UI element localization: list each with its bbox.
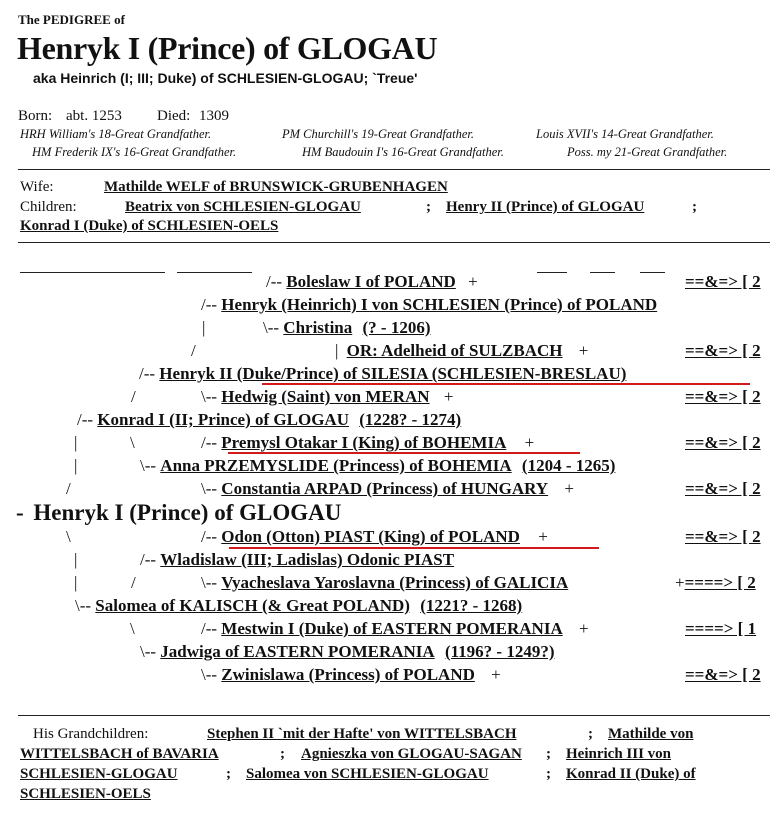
aka-subtitle: aka Heinrich (I; III; Duke) of SCHLESIEN-GLOGAU; `Treue' — [33, 70, 418, 86]
more-link[interactable]: ====> [ 2 — [684, 573, 756, 592]
grandchild-link[interactable]: Salomea von SCHLESIEN-GLOGAU — [246, 766, 489, 782]
tree-connector: / — [131, 573, 136, 592]
branch-connector: /-- — [201, 433, 218, 452]
page-title: Henryk I (Prince) of GLOGAU — [17, 30, 438, 66]
tree-row — [139, 364, 626, 384]
wife-link[interactable]: Mathilde WELF of BRUNSWICK-GRUBENHAGEN — [104, 179, 448, 195]
child-link[interactable]: Henry II (Prince) of GLOGAU — [446, 199, 645, 215]
grandchild-link[interactable]: Agnieszka von GLOGAU-SAGAN — [301, 746, 522, 762]
grandchildren-label: His Grandchildren: — [33, 726, 149, 742]
grandchild-link-part[interactable]: Mathilde von — [608, 726, 694, 742]
branch-connector: /-- — [201, 619, 218, 638]
ancestor-dates: (1196? - 1249?) — [444, 642, 555, 661]
separator: ; — [426, 199, 431, 215]
grandchild-link-part[interactable]: SCHLESIEN-GLOGAU — [20, 766, 178, 782]
relation-item: Louis XVII's 14-Great Grandfather. — [536, 127, 714, 141]
branch-connector: /-- — [266, 272, 283, 291]
tree-dash — [590, 272, 615, 273]
tree-dash — [537, 272, 567, 273]
plus-marker: + — [491, 665, 501, 684]
relation-item: HM Baudouin I's 16-Great Grandfather. — [302, 145, 504, 159]
tree-row — [263, 318, 431, 338]
ancestor-link-zwinislawa[interactable]: Zwinislawa (Princess) of POLAND — [221, 665, 475, 684]
ancestor-link-adelheid[interactable]: OR: Adelheid of SULZBACH — [346, 341, 563, 360]
relation-item: PM Churchill's 19-Great Grandfather. — [282, 127, 475, 141]
separator: ; — [692, 199, 697, 215]
ancestor-dates: (1204 - 1265) — [521, 456, 616, 475]
more-link[interactable]: ==&=> [ 2 — [685, 341, 761, 360]
branch-connector: \-- — [201, 665, 218, 684]
tree-connector: / — [191, 341, 196, 360]
divider — [18, 242, 770, 243]
ancestor-link-vyacheslava[interactable]: Vyacheslava Yaroslavna (Princess) of GALICIA — [221, 573, 569, 592]
tree-row — [201, 295, 657, 315]
ancestor-link-premysl[interactable]: Premysl Otakar I (King) of BOHEMIA — [221, 433, 507, 452]
tree-dash — [20, 272, 165, 273]
ancestor-link-anna[interactable]: Anna PRZEMYSLIDE (Princess) of BOHEMIA — [160, 456, 512, 475]
ancestor-link-henryk-heinrich[interactable]: Henryk (Heinrich) I von SCHLESIEN (Prince) of POLAND — [221, 295, 658, 314]
died-date: 1309 — [199, 108, 229, 124]
tree-dash — [177, 272, 252, 273]
divider — [18, 715, 770, 716]
highlight-underline — [262, 383, 750, 385]
subject-name: Henryk I (Prince) of GLOGAU — [33, 500, 342, 525]
grandchild-link-part[interactable]: WITTELSBACH of BAVARIA — [20, 746, 219, 762]
more-link[interactable]: ==&=> [ 2 — [685, 479, 761, 498]
plus-marker: + — [524, 433, 535, 452]
ancestor-link-wladislaw[interactable]: Wladislaw (III; Ladislas) Odonic PIAST — [160, 550, 455, 569]
children-label: Children: — [20, 199, 77, 215]
branch-connector: \-- — [263, 318, 280, 337]
branch-connector: \-- — [140, 642, 157, 661]
born-label: Born: — [18, 108, 53, 124]
plus-marker: + — [564, 479, 574, 498]
divider — [18, 169, 770, 170]
branch-connector: \-- — [75, 596, 92, 615]
grandchild-link-part[interactable]: SCHLESIEN-OELS — [20, 786, 151, 802]
plus-marker: + — [578, 619, 589, 638]
ancestor-link-odon[interactable]: Odon (Otton) PIAST (King) of POLAND — [221, 527, 520, 546]
tree-row — [201, 387, 453, 407]
tree-dash — [640, 272, 665, 273]
ancestor-link-mestwin[interactable]: Mestwin I (Duke) of EASTERN POMERANIA — [221, 619, 563, 638]
more-link[interactable]: ==&=> [ 2 — [685, 387, 761, 406]
separator: ; — [588, 726, 593, 742]
tree-row — [266, 272, 478, 292]
grandchild-link-part[interactable]: Heinrich III von — [566, 746, 672, 762]
separator: ; — [280, 746, 285, 762]
highlight-underline — [228, 452, 580, 454]
ancestor-link-henryk-ii[interactable]: Henryk II (Duke/Prince) of SILESIA (SCHLESIEN-BRESLAU) — [159, 364, 627, 383]
more-link[interactable]: ==&=> [ 2 — [685, 433, 761, 452]
branch-connector: - — [16, 500, 24, 525]
tree-connector: | — [74, 433, 78, 452]
ancestor-dates: (? - 1206) — [362, 318, 431, 337]
plus-marker: + — [468, 272, 478, 291]
tree-row — [335, 341, 588, 361]
tree-row — [201, 433, 534, 453]
tree-row — [77, 410, 461, 430]
branch-connector: /-- — [77, 410, 94, 429]
tree-row — [140, 642, 554, 662]
pedigree-of-label: The PEDIGREE of — [18, 12, 125, 27]
grandchild-link[interactable]: Stephen II `mit der Hafte' von WITTELSBACH — [207, 726, 517, 742]
relation-item: Poss. my 21-Great Grandfather. — [567, 145, 728, 159]
separator: ; — [226, 766, 231, 782]
born-date: abt. 1253 — [66, 108, 122, 124]
relation-item: HRH William's 18-Great Grandfather. — [20, 127, 212, 141]
plus-marker: + — [675, 573, 685, 592]
tree-row — [201, 619, 589, 639]
branch-connector: \-- — [201, 479, 218, 498]
child-link[interactable]: Konrad I (Duke) of SCHLESIEN-OELS — [20, 218, 279, 234]
ancestor-dates: (1228? - 1274) — [359, 410, 462, 429]
tree-connector: \ — [130, 619, 135, 638]
child-link[interactable]: Beatrix von SCHLESIEN-GLOGAU — [125, 199, 361, 215]
ancestor-link-boleslaw[interactable]: Boleslaw I of POLAND — [286, 272, 456, 291]
branch-connector: \-- — [140, 456, 157, 475]
plus-marker: + — [578, 341, 589, 360]
tree-row — [675, 573, 756, 593]
more-link[interactable]: ==&=> [ 2 — [685, 665, 761, 684]
ancestor-link-hedwig[interactable]: Hedwig (Saint) von MERAN — [221, 387, 430, 406]
tree-connector: | — [74, 573, 78, 592]
wife-label: Wife: — [20, 179, 54, 195]
tree-connector: | — [74, 456, 78, 475]
plus-marker: + — [538, 527, 548, 546]
grandchild-link-part[interactable]: Konrad II (Duke) of — [566, 766, 696, 782]
tree-row — [201, 527, 548, 547]
tree-connector: / — [131, 387, 136, 406]
more-link[interactable]: ====> [ 1 — [685, 619, 757, 638]
tree-row — [75, 596, 522, 616]
tree-connector: \ — [130, 433, 135, 452]
ancestor-link-konrad[interactable]: Konrad I (II; Prince) of GLOGAU — [97, 410, 349, 429]
tree-connector: | — [74, 550, 78, 569]
tree-row — [140, 550, 454, 570]
more-link[interactable]: ==&=> [ 2 — [685, 272, 761, 291]
ancestor-link-jadwiga[interactable]: Jadwiga of EASTERN POMERANIA — [160, 642, 435, 661]
branch-connector: /-- — [139, 364, 156, 383]
separator: ; — [546, 766, 551, 782]
branch-connector: /-- — [140, 550, 157, 569]
tree-row — [201, 665, 501, 685]
ancestor-link-constantia[interactable]: Constantia ARPAD (Princess) of HUNGARY — [221, 479, 549, 498]
branch-connector: \-- — [201, 387, 218, 406]
tree-connector: | — [202, 318, 206, 337]
tree-row — [201, 479, 574, 499]
relation-item: HM Frederik IX's 16-Great Grandfather. — [32, 145, 237, 159]
ancestor-link-salomea[interactable]: Salomea of KALISCH (& Great POLAND) — [95, 596, 410, 615]
subject-row — [16, 500, 341, 526]
branch-connector: | — [335, 341, 339, 360]
separator: ; — [546, 746, 551, 762]
more-link[interactable]: ==&=> [ 2 — [685, 527, 761, 546]
tree-row — [140, 456, 615, 476]
died-label: Died: — [157, 108, 191, 124]
highlight-underline — [229, 547, 599, 549]
tree-connector: \ — [66, 527, 71, 546]
branch-connector: /-- — [201, 295, 218, 314]
plus-marker: + — [443, 387, 454, 406]
tree-connector: / — [66, 479, 71, 498]
ancestor-dates: (1221? - 1268) — [420, 596, 523, 615]
tree-row — [201, 573, 568, 593]
ancestor-link-christina[interactable]: Christina — [283, 318, 353, 337]
branch-connector: \-- — [201, 573, 218, 592]
branch-connector: /-- — [201, 527, 218, 546]
